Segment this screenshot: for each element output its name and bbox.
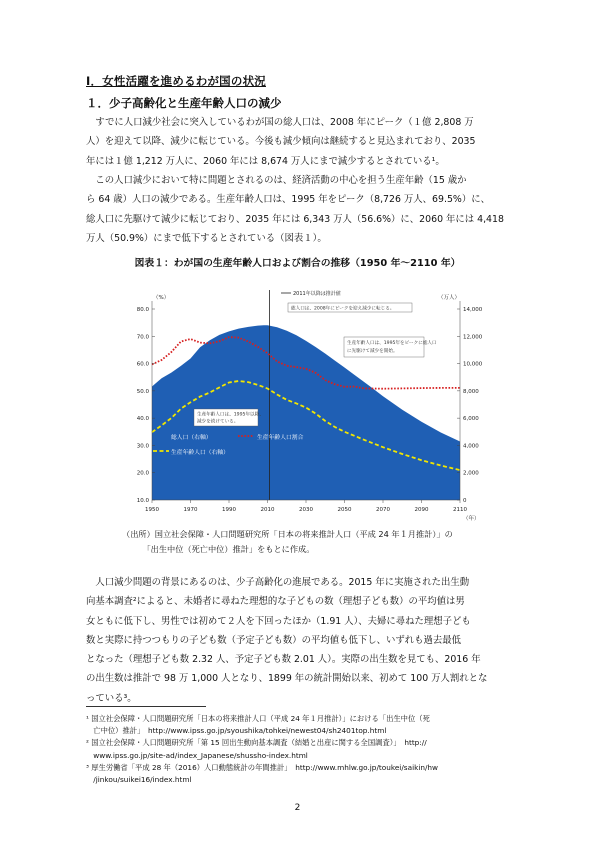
paragraph-line: 向基本調査²によると、未婚者に尋ねた理想的な子どもの数（理想子ども数）の平均値は男	[86, 596, 465, 608]
paragraph-line: この人口減少において特に問題とされるのは、経済活動の中心を担う生産年齢（15 歳か	[86, 175, 467, 186]
footnote-line: ² 国立社会保障・人口問題研究所「第 15 回出生動向基本調査（結婚と出産に関する全国調査）」 http://	[86, 738, 427, 748]
figure-source-line-2: 「出生中位（死亡中位）推計」をもとに作成。	[122, 544, 315, 554]
page-number: 2	[294, 803, 301, 813]
footnote-line: www.ipss.go.jp/site-ad/index_Japanese/shussho-index.html	[86, 750, 308, 760]
paragraph-birth-rate	[86, 573, 514, 708]
x-axis-unit: （年）	[463, 516, 480, 522]
annotation-peak: 総人口は、2008年にピークを迎え減少に転じる。	[291, 306, 395, 312]
right-tick-label: 12,000	[463, 334, 483, 341]
paragraph-line: 女ともに低下し、男性では初めて２人を下回ったほか（1.91 人）、夫婦に尋ねた理想子ども	[86, 615, 471, 627]
paragraph-line: の出生数は推計で 98 万 1,000 人となり、1899 年の統計開始以来、初めて 100 万人割れとな	[86, 673, 488, 685]
paragraph-line: 年には１億 1,212 万人に、2060 年には 8,674 万人にまで減少するとされている¹。	[86, 155, 445, 167]
right-tick-label: 10,000	[463, 361, 483, 368]
annotation-decline-1: 生産年齢人口は、1995年以降、	[197, 412, 264, 418]
right-tick-label: 4,000	[463, 443, 479, 450]
x-tick-label: 2090	[414, 507, 429, 513]
paragraph-line: ら 64 歳）人口の減少である。生産年齢人口は、1995 年をピーク（8,726 万人、69.5%）に、	[86, 194, 490, 206]
x-tick-label: 2030	[299, 507, 313, 513]
left-tick-label: 30.0	[136, 443, 149, 450]
left-tick-label: 20.0	[136, 470, 149, 477]
left-tick-label: 60.0	[136, 361, 149, 368]
x-tick-label: 1950	[145, 507, 159, 513]
footnote-line: ³ 厚生労働省「平成 28 年（2016）人口動態統計の年間推計」 http://www.mhlw.go.jp/toukei/saikin/hw	[86, 762, 439, 772]
left-tick-label: 50.0	[136, 388, 149, 395]
annotation-lead-2: に先駆けて減少を開始。	[347, 349, 398, 354]
figure-source-line-1: （出所）国立社会保障・人口問題研究所「日本の将来推計人口（平成 24 年１月推計）」の	[122, 529, 453, 539]
paragraph-line: 数と実際に持つつもりの子ども数（予定子ども数）の平均値も低下し、いずれも過去最低	[86, 634, 462, 646]
subsection-title: １．少子高齢化と生産年齢人口の減少	[86, 96, 282, 110]
x-tick-label: 2050	[337, 507, 352, 513]
left-tick-label: 70.0	[136, 334, 149, 341]
x-tick-label: 2010	[260, 507, 275, 513]
right-tick-label: 2,000	[463, 470, 479, 477]
left-tick-label: 40.0	[136, 416, 149, 423]
legend-label-ratio: 生産年齢人口割合	[257, 435, 304, 441]
annotation-lead-1: 生産年齢人口は、1995年をピークに総人口	[347, 341, 437, 346]
right-tick-label: 6,000	[463, 416, 479, 423]
legend-label-working: 生産年齢人口（右軸）	[171, 450, 229, 456]
figure-title: 図表１：わが国の生産年齢人口および割合の推移（1950 年～2110 年）	[134, 258, 461, 269]
paragraph-line: すでに人口減少社会に突入しているわが国の総人口は、2008 年にピーク（１億 2,808 万	[86, 117, 474, 128]
left-tick-label: 80.0	[136, 307, 149, 313]
x-axis	[145, 500, 467, 513]
legend-label-total: 総人口（右軸）	[171, 435, 212, 441]
footnote-line: 亡中位）推計」 http://www.ipss.go.jp/syoushika/tohkei/newest04/sh2401top.html	[86, 726, 387, 736]
right-tick-label: 14,000	[463, 307, 483, 313]
section-title: Ⅰ．女性活躍を進めるわが国の状況	[86, 74, 266, 88]
paragraph-line: 人口減少問題の背景にあるのは、少子高齢化の進展である。2015 年に実施された出生動	[86, 577, 470, 588]
x-tick-label: 2110	[453, 507, 467, 513]
footnote-line: ¹ 国立社会保障・人口問題研究所「日本の将来推計人口（平成 24 年１月推計）」における「出生中位（死	[86, 714, 430, 723]
left-axis-unit: （%）	[153, 295, 170, 301]
right-tick-label: 0	[463, 498, 467, 504]
projection-label: 2011年以降は推計値	[293, 291, 341, 297]
x-tick-label: 2070	[376, 507, 390, 513]
annotation-decline-2: 減少を続けている。	[197, 419, 239, 425]
paragraph-line: 総人口に先駆けて減少に転じており、2035 年には 6,343 万人（56.6%）に、2060 年には 4,418	[86, 213, 504, 225]
paragraph-line: 万人（50.9%）にまで低下するとされている（図表１）。	[86, 232, 327, 244]
annotation-box-lead	[344, 337, 424, 357]
right-axis-unit: （万人）	[438, 295, 461, 301]
footnotes	[86, 713, 516, 786]
x-tick-label: 1990	[222, 507, 236, 513]
paragraph-line: っている³。	[86, 692, 137, 704]
paragraph-line: となった（理想子ども数 2.32 人、予定子ども数 2.01 人）。実際の出生数を見ても、2016 年	[86, 654, 481, 666]
legend-swatch-total	[153, 433, 168, 440]
left-tick-label: 10.0	[136, 498, 149, 504]
paragraph-line: 人）を迎えて以降、減少に転じている。今後も減少傾向は継続すると見込まれており、2035	[86, 136, 476, 148]
right-axis	[457, 301, 483, 504]
x-tick-label: 1970	[183, 507, 198, 513]
footnote-divider	[86, 706, 206, 707]
footnote-line: /jinkou/suikei16/index.html	[86, 775, 192, 785]
right-tick-label: 8,000	[463, 388, 479, 395]
